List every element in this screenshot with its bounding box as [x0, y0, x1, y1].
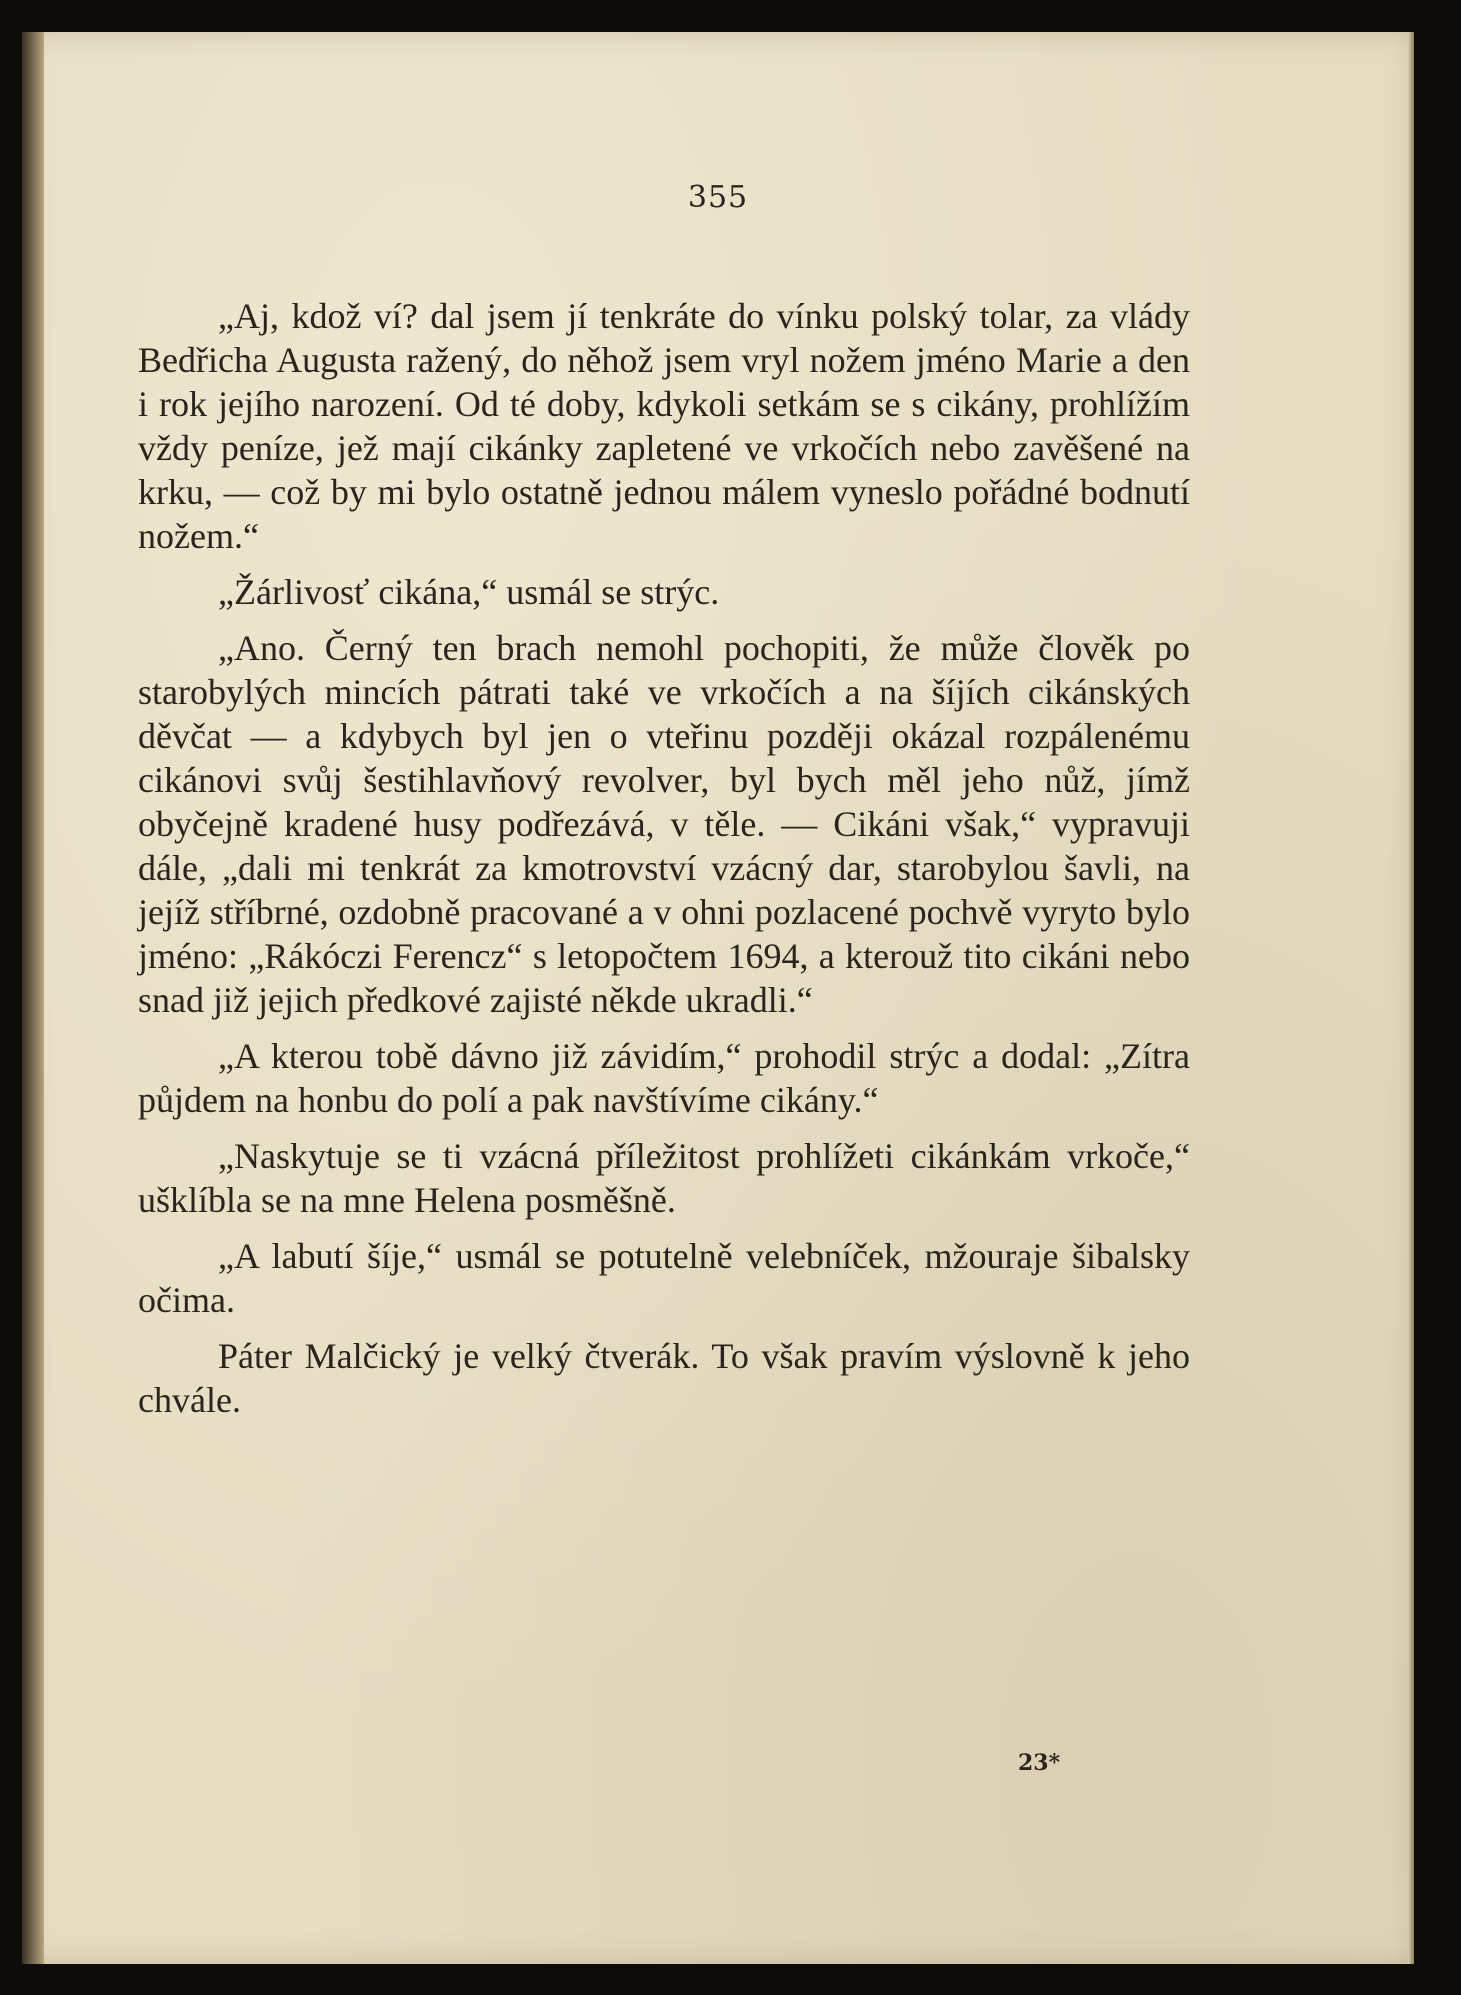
- paragraph: „Ano. Černý ten brach nemohl pochopiti, že může člověk po starobylých mincích pátrati také ve vrkočích a na šíjích cikánských děvčat — a kdybych byl jen o vteřinu později okázal rozpálenému cikánovi svůj šestihlavňový revolver, byl bych měl jeho nůž, jímž obyčejně kradené husy podřezává, v těle. — Cikáni však,“ vypravuji dále, „dali mi tenkrát za kmotrovství vzácný dar, starobylou šavli, na jejíž stříbrné, ozdobně pracované a v ohni pozlacené pochvě vyryto bylo jméno: „Rákóczi Ferencz“ s letopočtem 1694, a kterouž tito cikáni nebo snad již jejich předkové zajisté někde ukradli.“: [138, 628, 1190, 1020]
- paragraph: „Aj, kdož ví? dal jsem jí tenkráte do vínku polský tolar, za vlády Bedřicha Augusta ražený, do něhož jsem vryl nožem jméno Marie a den i rok jejího narození. Od té doby, kdykoli setkám se s cikány, prohlížím vždy peníze, jež mají cikánky zapletené ve vrkočích nebo zavěšené na krku, — což by mi bylo ostatně jednou málem vyneslo pořádné bodnutí nožem.“: [138, 296, 1190, 556]
- book-page: [22, 32, 1414, 1964]
- page-gutter: [22, 32, 44, 1964]
- page-number: 355: [687, 180, 749, 215]
- signature-mark: 23*: [1018, 1750, 1061, 1776]
- paragraph: „Naskytuje se ti vzácná příležitost prohlížeti cikánkám vrkoče,“ ušklíbla se na mne Helena posměšně.: [138, 1136, 1190, 1220]
- paragraph: Páter Malčický je velký čtverák. To však pravím výslovně k jeho chvále.: [138, 1336, 1190, 1420]
- page-edge: [1408, 32, 1414, 1964]
- paragraph: „A kterou tobě dávno již závidím,“ prohodil strýc a dodal: „Zítra půjdem na honbu do polí a pak navštívíme cikány.“: [138, 1036, 1190, 1120]
- paragraph: „A labutí šíje,“ usmál se potutelně velebníček, mžouraje šibalsky očima.: [138, 1236, 1190, 1320]
- body-text: [138, 294, 1190, 1434]
- paragraph: „Žárlivosť cikána,“ usmál se strýc.: [218, 572, 720, 612]
